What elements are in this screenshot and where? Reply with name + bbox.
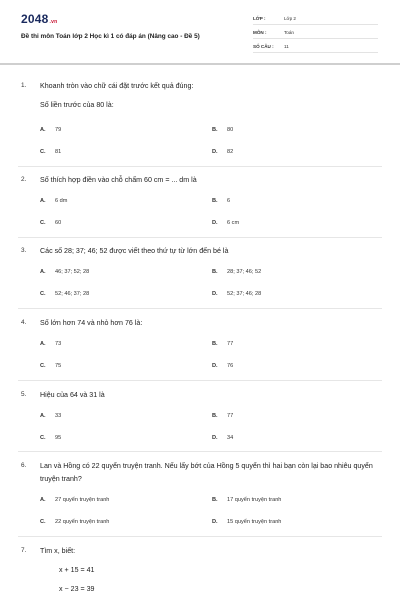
option-b[interactable]: B. 80	[212, 127, 234, 133]
option-c[interactable]: C. 60	[40, 220, 62, 226]
option-b[interactable]: B. 77	[212, 341, 234, 347]
question-number: 5.	[21, 391, 27, 398]
question-text: Hiệu của 64 và 31 là	[40, 391, 105, 399]
question-divider	[18, 451, 382, 452]
question-text: Khoanh tròn vào chữ cái đặt trước kết quả đúng:	[40, 82, 194, 90]
option-d[interactable]: D. 34	[212, 435, 234, 441]
question-text: Các số 28; 37; 46; 52 được viết theo thứ tự từ lớn đến bé là	[40, 247, 229, 255]
equation-line: x + 15 = 41	[59, 566, 95, 574]
option-d[interactable]: D. 15 quyển truyện tranh	[212, 519, 282, 525]
option-a[interactable]: A. 27 quyển truyện tranh	[40, 497, 110, 503]
option-c[interactable]: C. 95	[40, 435, 62, 441]
option-d[interactable]: D. 82	[212, 149, 234, 155]
option-d[interactable]: D. 52; 37; 46; 28	[212, 291, 262, 297]
site-logo[interactable]	[21, 12, 57, 26]
question-text: Số lớn hơn 74 và nhỏ hơn 76 là:	[40, 319, 143, 327]
option-d[interactable]: D. 76	[212, 363, 234, 369]
question-text: Tìm x, biết:	[40, 547, 76, 555]
option-a[interactable]: A. 79	[40, 127, 62, 133]
option-c[interactable]: C. 81	[40, 149, 62, 155]
meta-row-subject	[253, 28, 378, 39]
equation-line: x − 23 = 39	[59, 585, 95, 593]
option-b[interactable]: B. 6	[212, 198, 231, 204]
logo-suffix: .vn	[49, 19, 58, 25]
meta-key: LỚP :	[253, 16, 266, 21]
meta-value: Lớp 2	[284, 16, 296, 21]
question-number: 3.	[21, 247, 27, 254]
option-a[interactable]: A. 33	[40, 413, 62, 419]
meta-key: MÔN :	[253, 30, 267, 35]
option-c[interactable]: C. 52; 46; 37; 28	[40, 291, 90, 297]
question-divider	[18, 308, 382, 309]
question-divider	[18, 166, 382, 167]
question-number: 2.	[21, 176, 27, 183]
document-title: Đề thi môn Toán lớp 2 Học kì 1 có đáp án (Nâng cao - Đề 5)	[21, 33, 200, 40]
logo-main: 2048	[21, 12, 49, 26]
header-divider	[0, 63, 400, 65]
question-divider	[18, 237, 382, 238]
question-subtext: Số liền trước của 80 là:	[40, 101, 114, 109]
question-number: 4.	[21, 319, 27, 326]
question-divider	[18, 536, 382, 537]
question-divider	[18, 380, 382, 381]
option-a[interactable]: A. 46; 37; 52; 28	[40, 269, 90, 275]
option-b[interactable]: B. 17 quyển truyện tranh	[212, 497, 282, 503]
question-text: Lan và Hồng có 22 quyển truyện tranh. Nếu lấy bớt của Hồng 5 quyển thì hai bạn còn lại bao nhiêu quyển truyện tranh?	[40, 462, 373, 483]
option-c[interactable]: C. 22 quyển truyện tranh	[40, 519, 110, 525]
option-b[interactable]: B. 28; 37; 46; 52	[212, 269, 262, 275]
meta-key: SỐ CÂU :	[253, 44, 274, 49]
meta-value: 11	[284, 44, 289, 49]
meta-value: Toán	[284, 30, 294, 35]
question-number: 1.	[21, 82, 27, 89]
document-header	[0, 0, 400, 62]
option-c[interactable]: C. 75	[40, 363, 62, 369]
option-b[interactable]: B. 77	[212, 413, 234, 419]
option-a[interactable]: A. 73	[40, 341, 62, 347]
question-number: 6.	[21, 462, 27, 469]
option-a[interactable]: A. 6 dm	[40, 198, 68, 204]
question-number: 7.	[21, 547, 27, 554]
question-text: Số thích hợp điền vào chỗ chấm 60 cm = ... dm là	[40, 176, 197, 184]
meta-row-class	[253, 14, 378, 25]
meta-row-count	[253, 42, 378, 53]
option-d[interactable]: D. 6 cm	[212, 220, 240, 226]
